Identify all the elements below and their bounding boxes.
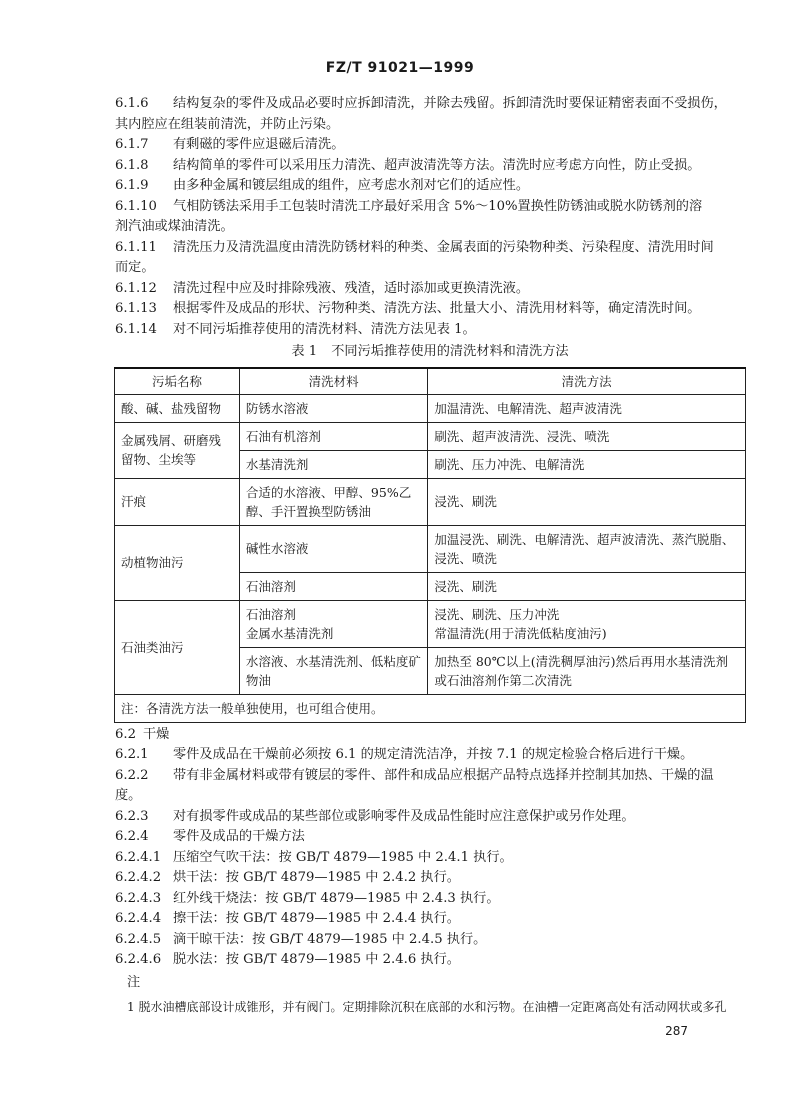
header-contaminant: 污垢名称: [115, 368, 240, 395]
cell-material: 石油溶剂: [239, 572, 427, 600]
clause-number: 6.1.7: [115, 137, 149, 152]
table-header-row: [115, 368, 746, 395]
clause-text: 红外线干烧法：按 GB/T 4879—1985 中 2.4.3 执行。: [173, 890, 500, 906]
cell-method: 加热至 80℃以上(清洗稠厚油污)然后再用水基清洗剂或石油溶剂作第二次清洗: [428, 647, 746, 694]
clause-6-1-11: [115, 238, 745, 259]
clause-number: 6.2: [115, 726, 136, 742]
page-number: 287: [665, 1024, 688, 1038]
header-material: 清洗材料: [239, 368, 427, 395]
cell-method: 浸洗、刷洗、压力冲洗 常温清洗(用于清洗低粘度油污): [428, 600, 746, 647]
cell-method: 浸洗、刷洗: [428, 478, 746, 525]
clause-number: 6.1.6: [115, 96, 149, 111]
table-caption-number: 表 1: [291, 344, 318, 359]
clause-text: 气相防锈法采用手工包装时清洗工序最好采用含 5%～10%置换性防锈油或脱水防锈剂的溶: [173, 198, 703, 214]
clause-continuation: 剂汽油或煤油清洗。: [115, 219, 234, 234]
clause-6-1-7: [115, 135, 745, 156]
clause-number: 6.2.4: [115, 829, 149, 844]
cell-material: 石油有机溶剂: [239, 422, 427, 450]
clause-continuation: 其内腔应在组装前清洗，并防止污染。: [115, 116, 340, 132]
cell-material: 碱性水溶液: [239, 525, 427, 572]
clause-text: 烘干法：按 GB/T 4879—1985 中 2.4.2 执行。: [173, 870, 460, 885]
cell-method: 刷洗、超声波清洗、浸洗、喷洗: [428, 422, 746, 450]
cell-contaminant: 石油类油污: [115, 600, 240, 694]
clause-number: 6.1.14: [115, 321, 157, 337]
clause-text: 零件及成品的干燥方法: [173, 829, 305, 844]
table-row: [115, 600, 746, 647]
clause-text: 滴干晾干法：按 GB/T 4879—1985 中 2.4.5 执行。: [173, 931, 487, 947]
clause-number: 6.2.2: [115, 767, 149, 783]
clause-number: 6.1.9: [115, 178, 149, 193]
cell-material: 水溶液、水基清洗剂、低粘度矿物油: [239, 647, 427, 694]
clause-number: 6.1.11: [115, 239, 157, 255]
clause-number: 6.2.4.4: [115, 911, 162, 926]
clause-6-1-14: [115, 320, 745, 341]
clause-number: 6.2.4.6: [115, 952, 162, 967]
clause-text: 压缩空气吹干法：按 GB/T 4879—1985 中 2.4.1 执行。: [173, 849, 513, 865]
clause-text: 结构简单的零件可以采用压力清洗、超声波清洗等方法。清洗时应考虑方向性，防止受损。: [173, 157, 701, 173]
clause-text: 带有非金属材料或带有镀层的零件、部件和成品应根据产品特点选择并控制其加热、干燥的温: [173, 767, 714, 783]
table-caption: [115, 342, 745, 363]
cell-material: 水基清洗剂: [239, 450, 427, 478]
table-caption-title: 不同污垢推荐使用的清洗材料和清洗方法: [331, 344, 569, 359]
clause-continuation: 而定。: [115, 260, 155, 275]
clause-number: 6.2.3: [115, 808, 149, 824]
table-row: [115, 394, 746, 422]
header-method: 清洗方法: [428, 368, 746, 395]
table-row: [115, 422, 746, 450]
table-row: [115, 525, 746, 572]
clause-6-2-2: [115, 766, 745, 787]
clause-6-2-4-1: [115, 848, 745, 869]
clause-number: 6.1.8: [115, 157, 149, 173]
cell-method: 刷洗、压力冲洗、电解清洗: [428, 450, 746, 478]
clause-number: 6.2.4.5: [115, 931, 162, 947]
clause-text: 干燥: [143, 726, 170, 742]
note-1: 1 脱水油槽底部设计成锥形，并有阀门。定期排除沉积在底部的水和污物。在油槽一定距离高处有活动网状或多孔: [127, 1000, 727, 1014]
clause-6-1-9: [115, 176, 745, 197]
clause-6-2-1: [115, 745, 745, 766]
cell-material: 合适的水溶液、甲醇、95%乙醇、手汗置换型防锈油: [239, 478, 427, 525]
cell-contaminant: 汗痕: [115, 478, 240, 525]
clause-text: 清洗压力及清洗温度由清洗防锈材料的种类、金属表面的污染物种类、污染程度、清洗用时间: [173, 239, 714, 255]
cell-method: 加温浸洗、刷洗、电解清洗、超声波清洗、蒸汽脱脂、浸洗、喷洗: [428, 525, 746, 572]
clause-6-1-10: [115, 197, 745, 218]
clause-text: 零件及成品在干燥前必须按 6.1 的规定清洗洁净，并按 7.1 的规定检验合格后进行干燥。: [173, 747, 694, 762]
cell-contaminant: 酸、碱、盐残留物: [115, 394, 240, 422]
clause-text: 清洗过程中应及时排除残液、残渣，适时添加或更换清洗液。: [173, 280, 530, 296]
clause-text: 根据零件及成品的形状、污物种类、清洗方法、批量大小、清洗用材料等，确定清洗时间。: [173, 301, 701, 316]
clause-6-2-4-5: [115, 930, 745, 951]
clause-continuation: 度。: [115, 788, 142, 803]
clause-text: 擦干法：按 GB/T 4879—1985 中 2.4.4 执行。: [173, 911, 460, 926]
cell-material: 防锈水溶液: [239, 394, 427, 422]
table-body: [115, 394, 746, 694]
clause-text: 对不同污垢推荐使用的清洗材料、清洗方法见表 1。: [173, 321, 476, 337]
clause-6-2-4-4: [115, 909, 745, 930]
clause-6-2-4: [115, 827, 745, 848]
standard-code-header: FZ/T 91021—1999: [325, 60, 475, 76]
cell-method: 浸洗、刷洗: [428, 572, 746, 600]
clause-text: 对有损零件或成品的某些部位或影响零件及成品性能时应注意保护或另作处理。: [173, 808, 635, 824]
section-6-2-title: [115, 725, 745, 746]
clause-6-2-4-2: [115, 868, 745, 889]
note-label: 注: [127, 974, 141, 990]
cell-method: 加温清洗、电解清洗、超声波清洗: [428, 394, 746, 422]
document-body: [115, 94, 745, 1018]
clause-text: 结构复杂的零件及成品必要时应拆卸清洗，并除去残留。拆卸清洗时要保证精密表面不受损伤，: [173, 96, 727, 111]
table-note: 注：各清洗方法一般单独使用，也可组合使用。: [115, 694, 746, 722]
cell-contaminant: 金属残屑、研磨残留物、尘埃等: [115, 422, 240, 478]
clause-text: 脱水法：按 GB/T 4879—1985 中 2.4.6 执行。: [173, 952, 460, 967]
clause-6-2-4-6: [115, 950, 745, 971]
clause-6-1-8: [115, 156, 745, 177]
clause-6-1-12: [115, 279, 745, 300]
clause-6-2-4-3: [115, 889, 745, 910]
cell-contaminant: 动植物油污: [115, 525, 240, 600]
clause-number: 6.2.1: [115, 747, 149, 762]
clause-text: 由多种金属和镀层组成的组件，应考虑水剂对它们的适应性。: [173, 178, 530, 193]
clause-6-2-3: [115, 807, 745, 828]
clauses-6-1: [115, 94, 745, 340]
table-row: [115, 478, 746, 525]
clause-number: 6.1.13: [115, 301, 157, 316]
cleaning-methods-table: [114, 367, 746, 723]
clause-6-1-6: [115, 94, 745, 115]
clauses-6-2: [115, 745, 745, 971]
clause-number: 6.2.4.3: [115, 890, 162, 906]
clause-number: 6.2.4.2: [115, 870, 162, 885]
table-note-row: [115, 694, 746, 722]
clause-number: 6.1.12: [115, 280, 157, 296]
clause-text: 有剩磁的零件应退磁后清洗。: [173, 137, 345, 152]
clause-6-1-13: [115, 299, 745, 320]
clause-number: 6.1.10: [115, 198, 157, 214]
clause-number: 6.2.4.1: [115, 849, 162, 865]
cell-material: 石油溶剂 金属水基清洗剂: [239, 600, 427, 647]
